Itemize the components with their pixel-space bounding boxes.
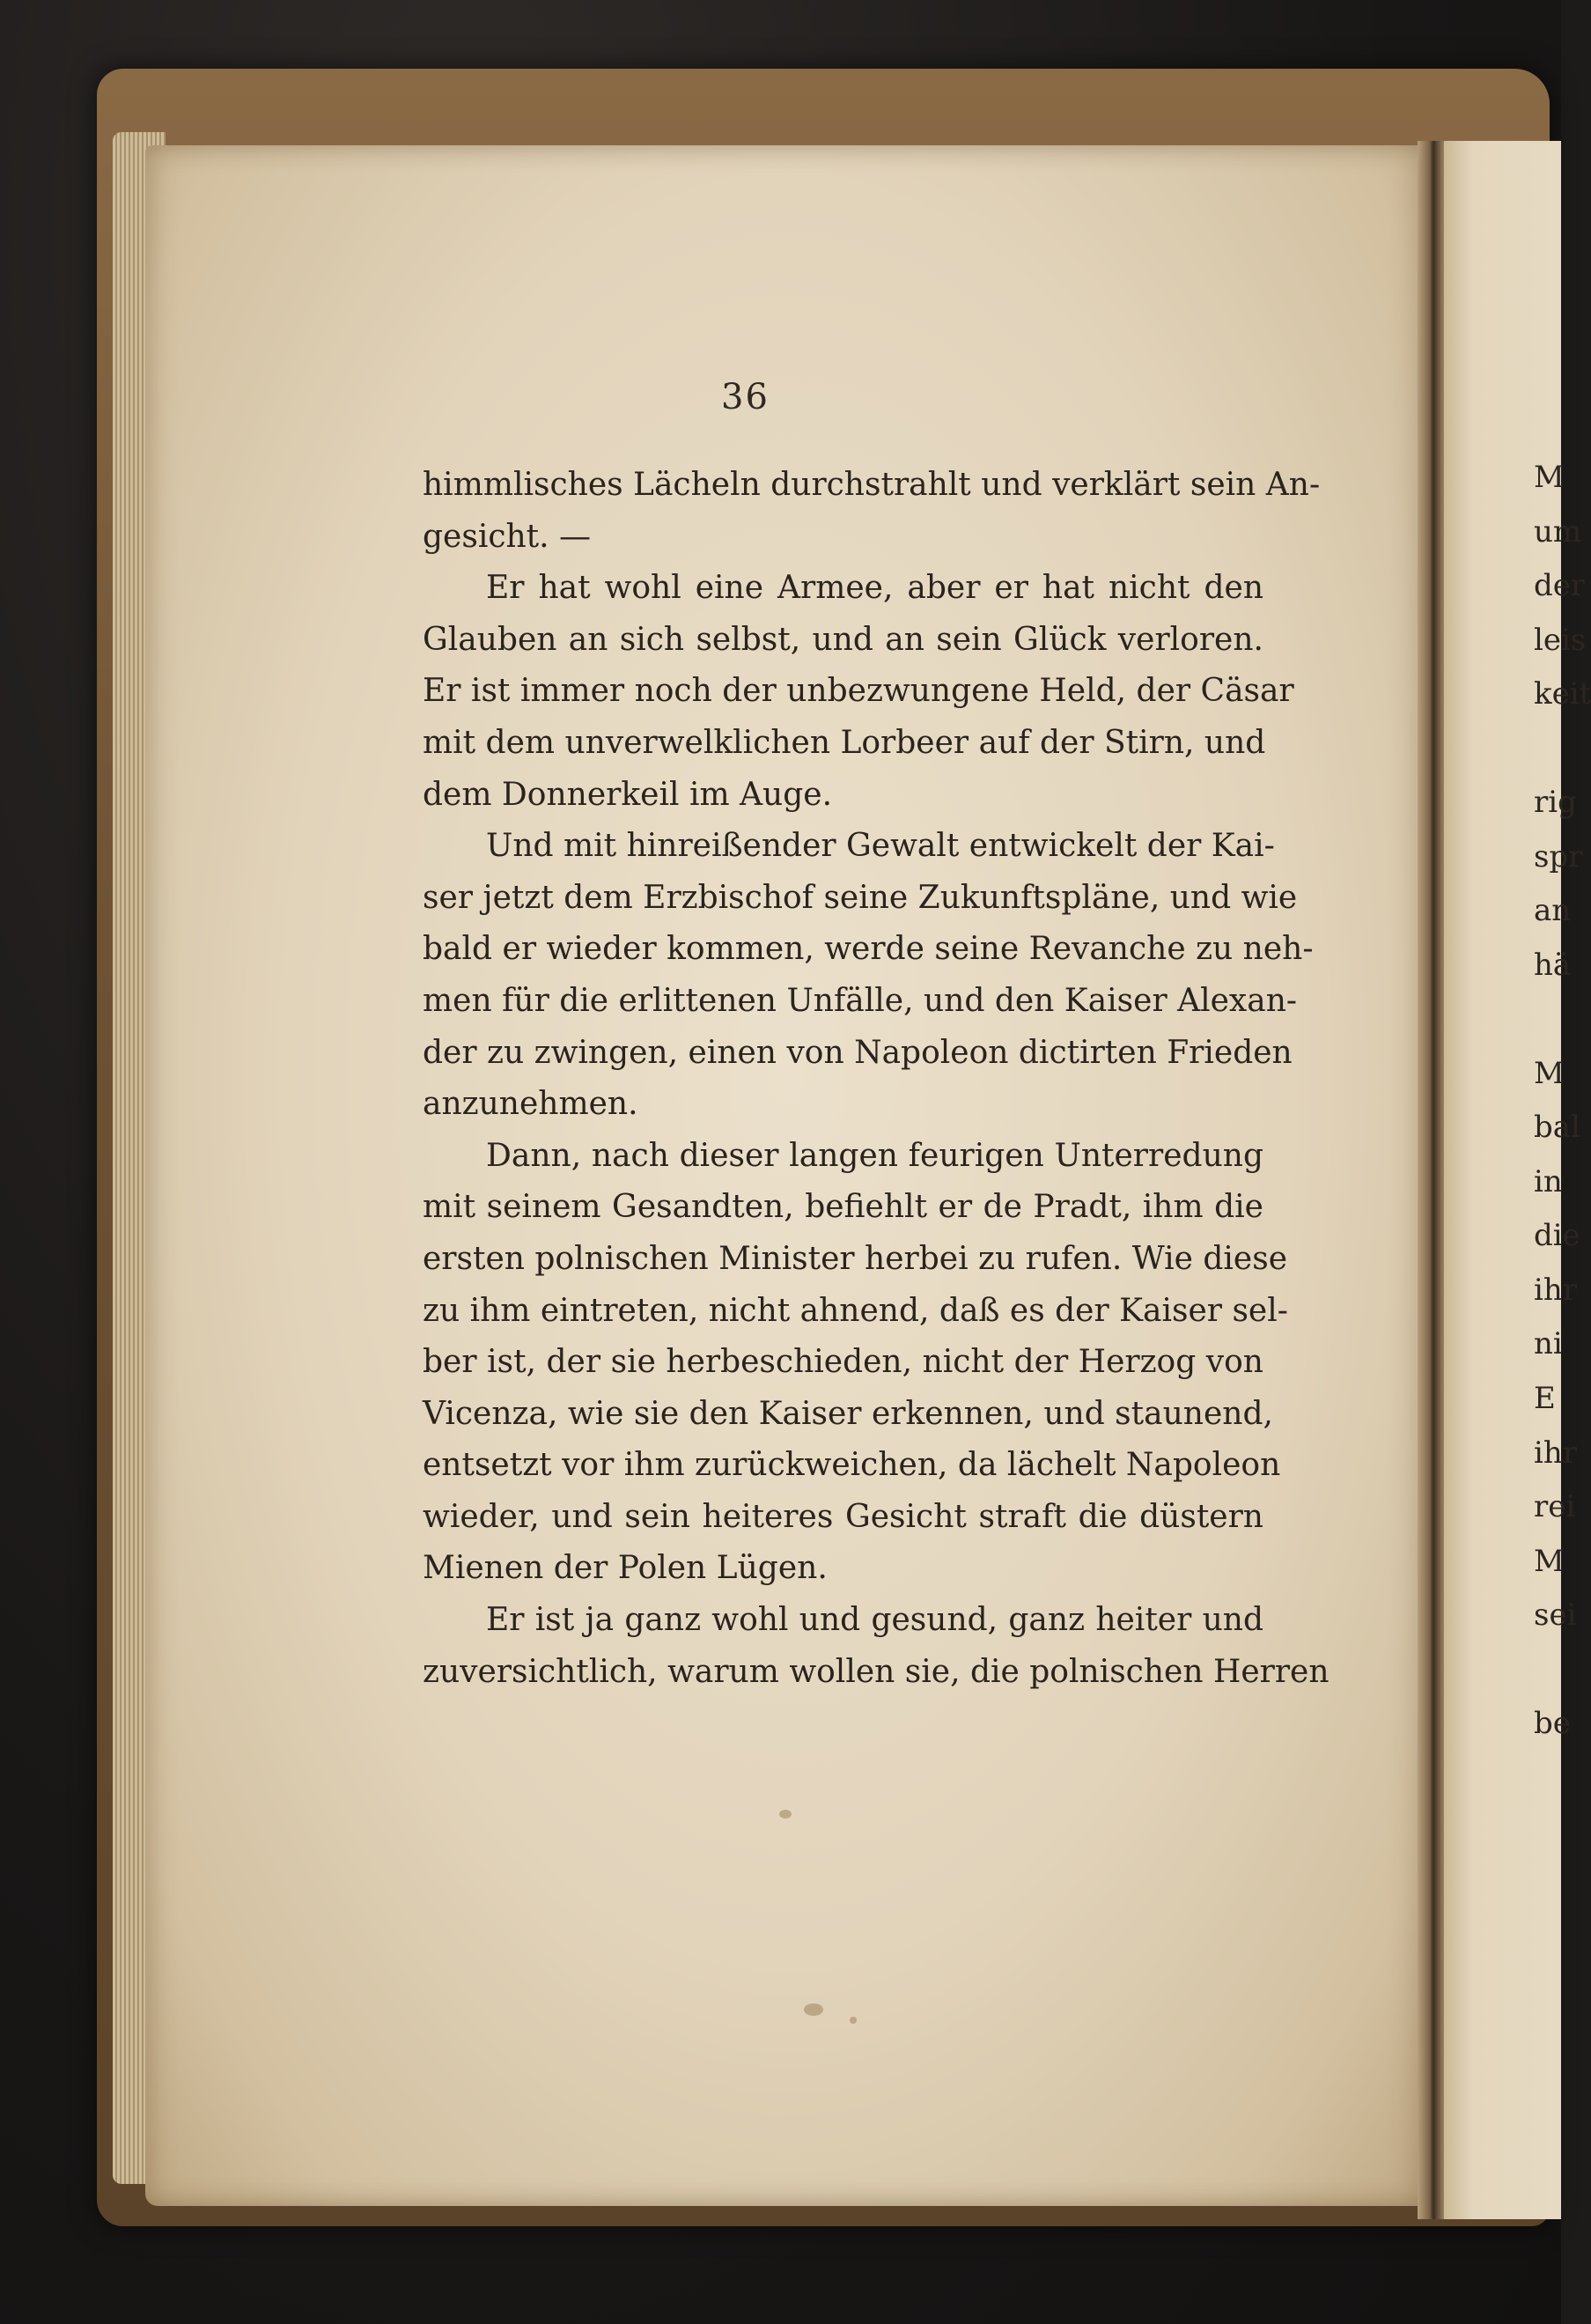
facing-page-text-fragment: sei [1534, 1597, 1577, 1634]
facing-page-text-fragment: leis [1534, 622, 1587, 658]
text-line: ber ist, der sie herbeschieden, nicht der Herzog von [423, 1344, 1263, 1381]
facing-page-text-fragment: in [1534, 1163, 1563, 1199]
facing-page-text-fragment: rei [1534, 1489, 1576, 1525]
text-line: Er hat wohl eine Armee, aber er hat nicht den [486, 570, 1263, 607]
body-text [423, 460, 1330, 1698]
facing-page [1444, 141, 1591, 2219]
page-stain [779, 1810, 792, 1819]
text-line: zu ihm eintreten, nicht ahnend, daß es der Kaiser sel- [423, 1292, 1288, 1329]
facing-page-text-fragment: ihr [1534, 1272, 1578, 1308]
facing-page-text-fragment: rig [1534, 785, 1577, 821]
book-gutter [1418, 141, 1444, 2219]
text-line: entsetzt vor ihm zurückweichen, da lächelt Napoleon [423, 1447, 1281, 1484]
text-line: ersten polnischen Minister herbei zu rufen. Wie diese [423, 1240, 1288, 1277]
facing-page-text-fragment: ni [1534, 1326, 1563, 1362]
facing-page-text-fragment: keit [1534, 676, 1591, 712]
text-line: anzunehmen. [423, 1086, 638, 1123]
text-line: himmlisches Lächeln durchstrahlt und verklärt sein An- [423, 467, 1321, 503]
text-line: Und mit hinreißender Gewalt entwickelt der Kai- [486, 828, 1275, 865]
facing-page-text-fragment: an [1534, 893, 1572, 929]
page-stain [804, 2003, 823, 2016]
facing-page-text-fragment: M [1534, 1543, 1565, 1579]
facing-page-text-fragment: die [1534, 1218, 1580, 1254]
facing-page-text-fragment: bal [1534, 1110, 1580, 1146]
facing-page-text-fragment: ihr [1534, 1435, 1578, 1471]
facing-page-text-fragment: M [1534, 460, 1565, 495]
text-line: zuversichtlich, warum wollen sie, die polnischen Herren [423, 1653, 1330, 1690]
text-line: Er ist ja ganz wohl und gesund, ganz heiter und [486, 1602, 1263, 1639]
text-line: Er ist immer noch der unbezwungene Held, der Cäsar [423, 673, 1294, 710]
facing-page-text-fragment: um [1534, 513, 1582, 550]
facing-page-text-fragment: spr [1534, 838, 1583, 874]
text-line: bald er wieder kommen, werde seine Revanche zu neh- [423, 931, 1314, 968]
text-line: mit seinem Gesandten, befiehlt er de Pradt, ihm die [423, 1189, 1263, 1226]
text-line: ser jetzt dem Erzbischof seine Zukunftspläne, und wie [423, 879, 1298, 916]
text-line: Mienen der Polen Lügen. [423, 1550, 828, 1587]
page-stain [850, 2017, 857, 2024]
text-line: dem Donnerkeil im Auge. [423, 776, 833, 813]
text-line: men für die erlittenen Unfälle, und den Kaiser Alexan- [423, 982, 1298, 1019]
facing-page-text-fragment: M [1534, 1055, 1565, 1091]
facing-page-text-fragment: E [1534, 1381, 1556, 1416]
facing-page-text-fragment: hä [1534, 947, 1572, 983]
text-line: mit dem unverwelklichen Lorbeer auf der Stirn, und [423, 724, 1266, 761]
text-line: gesicht. — [423, 518, 592, 555]
text-line: der zu zwingen, einen von Napoleon dictirten Frieden [423, 1034, 1293, 1071]
text-line: Vicenza, wie sie den Kaiser erkennen, und staunend, [423, 1395, 1273, 1432]
text-line: Dann, nach dieser langen feurigen Unterredung [486, 1137, 1263, 1174]
facing-page-text-fragment: be [1534, 1706, 1571, 1742]
facing-page-text-fragment: der [1534, 568, 1586, 604]
text-line: Glauben an sich selbst, und an sein Glück verloren. [423, 621, 1263, 658]
text-line: wieder, und sein heiteres Gesicht straft die düstern [423, 1498, 1263, 1535]
page-number: 36 [721, 377, 770, 417]
